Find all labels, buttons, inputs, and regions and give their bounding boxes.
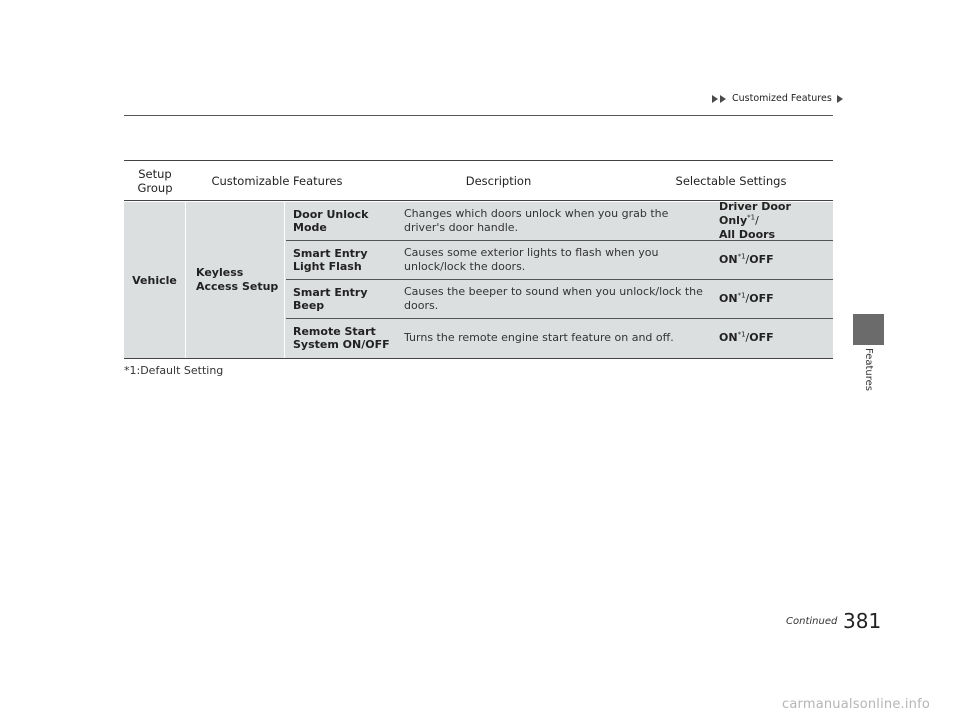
table-row <box>286 280 833 319</box>
arrow-right-icon <box>720 95 726 103</box>
selectable-settings: ON$^{*1}$/OFF <box>719 252 774 266</box>
feature-name: Door Unlock Mode <box>293 208 369 234</box>
header-rule <box>124 115 833 116</box>
customized-features-table <box>124 160 833 359</box>
breadcrumb-label: Customized Features <box>732 93 832 104</box>
feature-name: Remote Start System ON/OFF <box>293 325 390 351</box>
subgroup-cell: Keyless Access Setup <box>186 202 285 358</box>
column-header-description: Description <box>465 173 532 188</box>
arrow-right-icon <box>837 95 843 103</box>
table-row <box>286 202 833 241</box>
section-tab-label: Features <box>863 348 874 391</box>
table-body <box>124 202 833 359</box>
watermark: carmanualsonline.info <box>782 697 931 712</box>
selectable-settings: Driver Door Only$^{*1}$/ All Doors <box>719 200 791 241</box>
feature-description: Changes which doors unlock when you grab the driver's door handle. <box>404 207 669 234</box>
feature-description: Turns the remote engine start feature on and off. <box>404 331 674 344</box>
column-header-setup-group: Setup Group <box>137 166 173 195</box>
continued-label: Continued <box>786 616 838 627</box>
feature-description: Causes the beeper to sound when you unlock/lock the doors. <box>404 285 703 312</box>
arrow-right-icon <box>712 95 718 103</box>
table-row <box>286 319 833 357</box>
column-header-selectable-settings: Selectable Settings <box>675 173 787 188</box>
page-number: 381 <box>843 609 882 633</box>
setup-group-cell: Vehicle <box>124 202 186 358</box>
column-header-customizable-features: Customizable Features <box>211 173 343 188</box>
selectable-settings: ON$^{*1}$/OFF <box>719 330 774 344</box>
feature-rows <box>286 202 833 358</box>
section-tab-marker <box>853 314 884 345</box>
feature-description: Causes some exterior lights to flash when you unlock/lock the doors. <box>404 246 659 273</box>
breadcrumb <box>712 93 843 104</box>
feature-name: Smart Entry Beep <box>293 286 368 312</box>
footnote: *1:Default Setting <box>124 364 224 377</box>
selectable-settings: ON$^{*1}$/OFF <box>719 291 774 305</box>
feature-name: Smart Entry Light Flash <box>293 247 368 273</box>
table-header <box>124 160 833 201</box>
table-row <box>286 241 833 280</box>
